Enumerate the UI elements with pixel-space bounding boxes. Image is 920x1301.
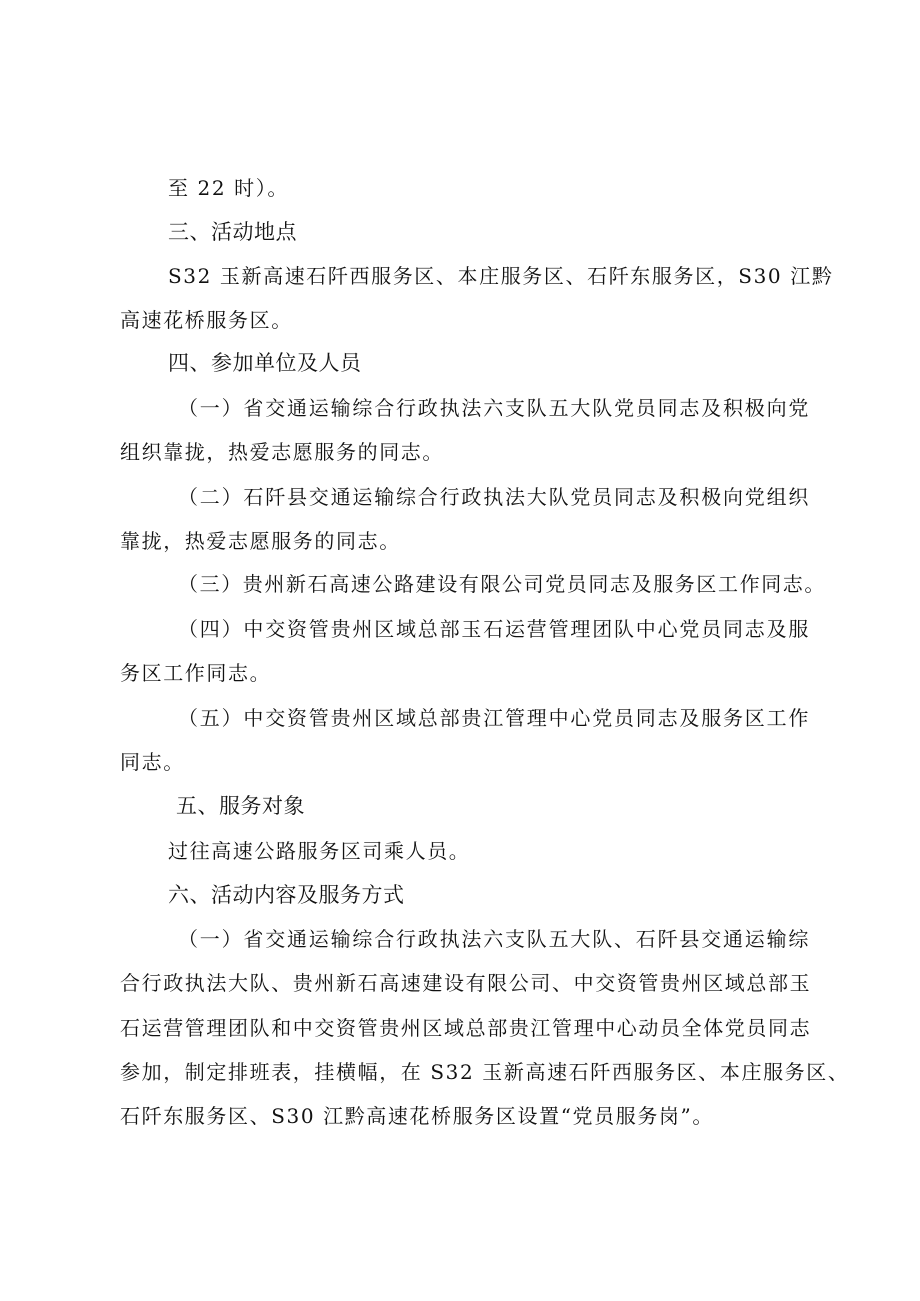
- section-4-item-1-line-1: （一）省交通运输综合行政执法六支队五大队党员同志及积极向党: [178, 396, 810, 420]
- section-4-heading: 四、参加单位及人员: [168, 351, 362, 375]
- section-6-heading: 六、活动内容及服务方式: [168, 883, 405, 907]
- section-4-item-2-line-1: （二）石阡县交通运输综合行政执法大队党员同志及积极向党组织: [178, 485, 810, 509]
- section-4-item-1-line-2: 组织靠拢，热爱志愿服务的同志。: [120, 440, 444, 464]
- intro-line: 至 22 时）。: [168, 176, 289, 200]
- section-3-heading: 三、活动地点: [168, 220, 297, 244]
- section-4-item-5-line-1: （五）中交资管贵州区域总部贵江管理中心党员同志及服务区工作: [178, 706, 810, 730]
- section-4-item-4-line-1: （四）中交资管贵州区域总部玉石运营管理团队中心党员同志及服: [178, 617, 810, 641]
- section-5-heading: 五、服务对象: [176, 794, 305, 818]
- section-6-item-1-line-1: （一）省交通运输综合行政执法六支队五大队、石阡县交通运输综: [178, 927, 810, 951]
- section-4-item-4-line-2: 务区工作同志。: [120, 661, 272, 685]
- section-5-paragraph-line-1: 过往高速公路服务区司乘人员。: [168, 839, 471, 863]
- section-4-item-3-line-1: （三）贵州新石高速公路建设有限公司党员同志及服务区工作同志。: [178, 572, 826, 596]
- section-6-item-1-line-5: 石阡东服务区、S30 江黔高速花桥服务区设置“党员服务岗”。: [120, 1104, 714, 1128]
- section-6-item-1-line-2: 合行政执法大队、贵州新石高速建设有限公司、中交资管贵州区域总部玉: [120, 971, 812, 995]
- section-6-item-1-line-3: 石运营管理团队和中交资管贵州区域总部贵江管理中心动员全体党员同志: [120, 1016, 812, 1040]
- section-3-paragraph-line-1: S32 玉新高速石阡西服务区、本庄服务区、石阡东服务区，S30 江黔: [168, 264, 834, 288]
- section-6-item-1-line-4: 参加，制定排班表，挂横幅，在 S32 玉新高速石阡西服务区、本庄服务区、: [120, 1060, 850, 1084]
- section-4-item-2-line-2: 靠拢，热爱志愿服务的同志。: [120, 529, 401, 553]
- section-4-item-5-line-2: 同志。: [120, 750, 185, 774]
- section-3-paragraph-line-2: 高速花桥服务区。: [120, 308, 293, 332]
